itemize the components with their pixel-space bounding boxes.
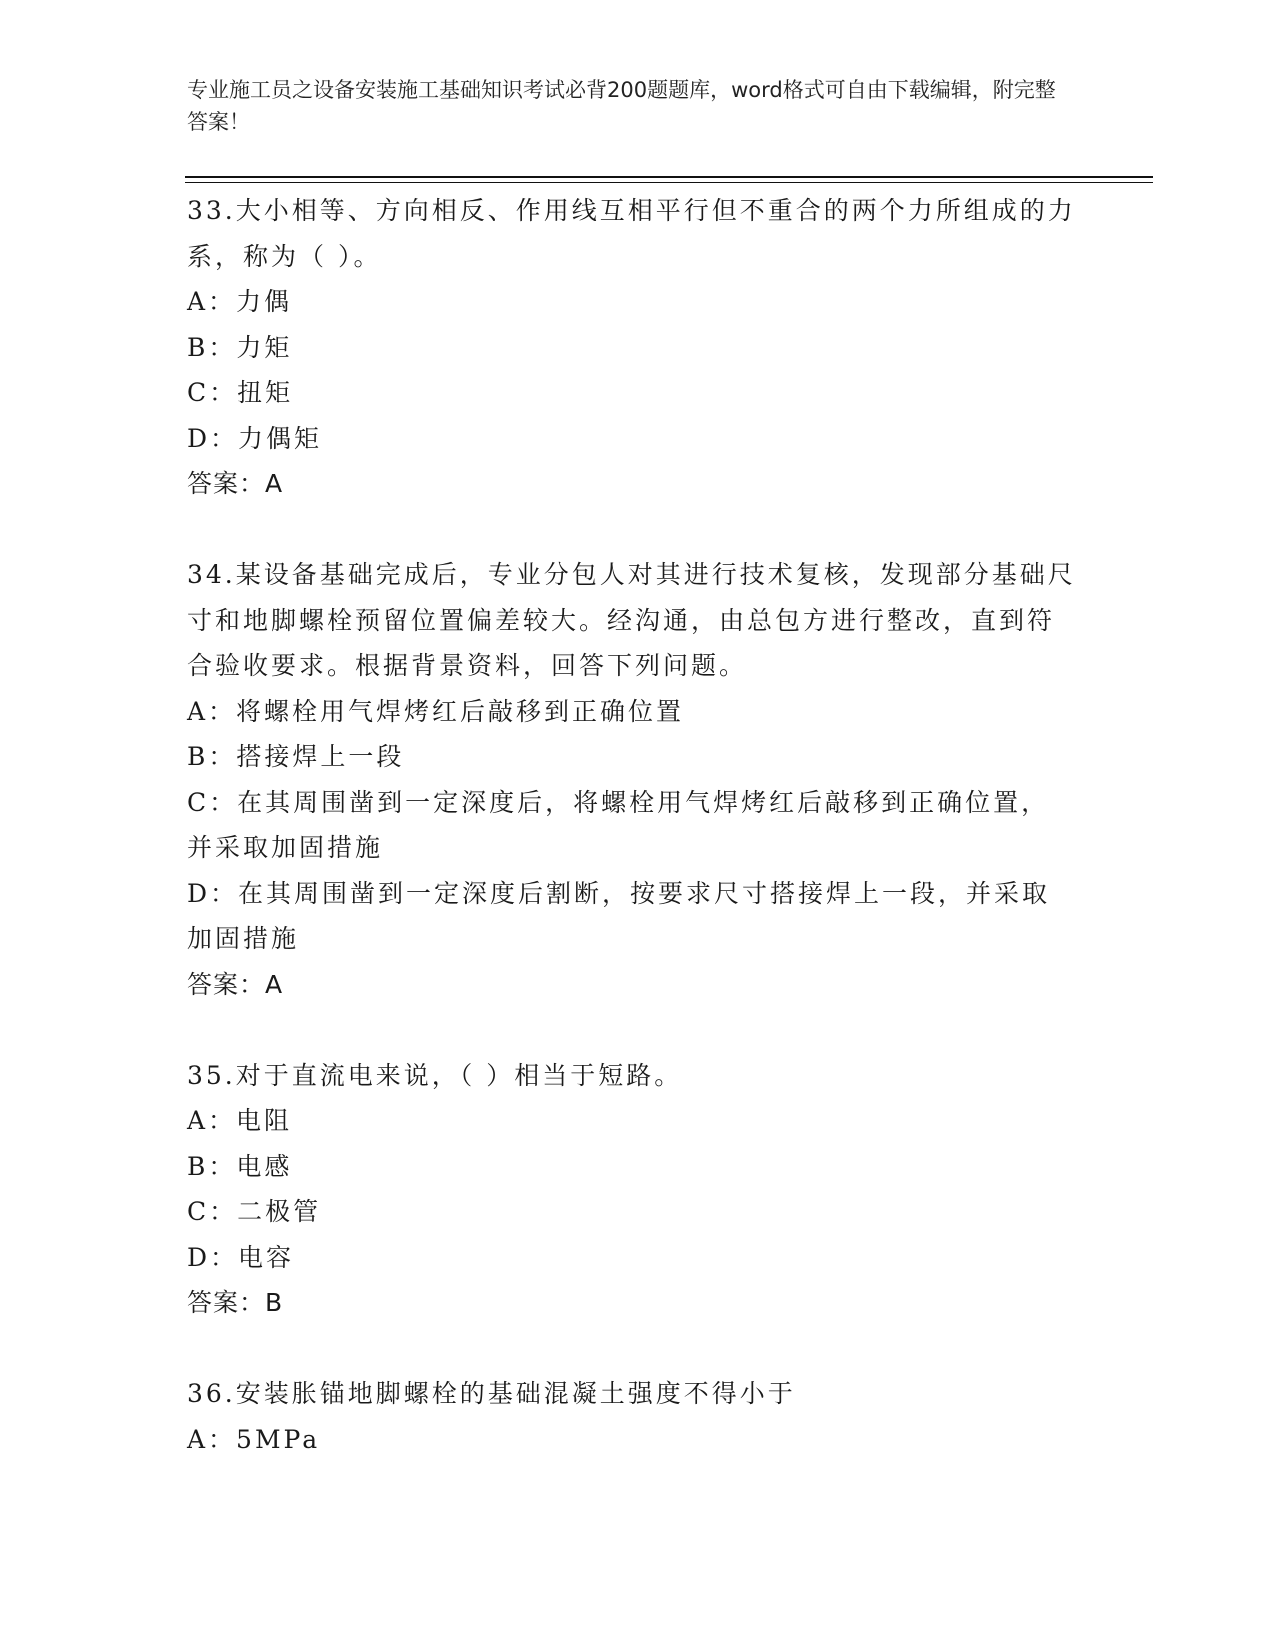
option-d: D：电容 — [187, 1242, 295, 1272]
option-c: C：二极管 — [187, 1197, 322, 1226]
option-b: B：力矩 — [187, 332, 293, 362]
document-header: 专业施工员之设备安装施工基础知识考试必背200题题库，word格式可自由下载编辑，附完整答案！ — [187, 78, 1056, 134]
answer-label: 答案：B — [187, 1288, 284, 1317]
option-d: D：在其周围凿到一定深度后割断，按要求尺寸搭接焊上一段，并采取加固措施 — [187, 878, 1051, 953]
option-c: C：扭矩 — [187, 378, 294, 407]
option-a: A：将螺栓用气焊烤红后敲移到正确位置 — [187, 696, 685, 726]
option-b: B：电感 — [187, 1151, 293, 1181]
question-34 — [187, 552, 1077, 1007]
question-list — [187, 188, 1077, 1508]
question-stem: 34.某设备基础完成后，专业分包人对其进行技术复核，发现部分基础尺寸和地脚螺栓预留位置偏差较大。经沟通，由总包方进行整改，直到符合验收要求。根据背景资料，回答下列问题。 — [187, 560, 1076, 680]
question-35 — [187, 1053, 1077, 1326]
option-b: B：搭接焊上一段 — [187, 742, 405, 771]
option-c: C：在其周围凿到一定深度后，将螺栓用气焊烤红后敲移到正确位置，并采取加固措施 — [187, 787, 1050, 862]
answer-label: 答案：A — [187, 469, 284, 498]
question-stem: 35.对于直流电来说，（ ）相当于短路。 — [187, 1060, 683, 1090]
header-rule-thick — [185, 176, 1153, 178]
question-36 — [187, 1371, 1077, 1462]
option-a: A：力偶 — [187, 287, 293, 316]
option-a: A：电阻 — [187, 1106, 293, 1135]
option-d: D：力偶矩 — [187, 423, 323, 453]
question-stem: 36.安装胀锚地脚螺栓的基础混凝土强度不得小于 — [187, 1379, 796, 1408]
question-stem: 33.大小相等、方向相反、作用线互相平行但不重合的两个力所组成的力系，称为（ ）。 — [187, 196, 1076, 271]
question-33 — [187, 188, 1077, 507]
answer-label: 答案：A — [187, 969, 284, 999]
option-a: A：5MPa — [187, 1424, 321, 1454]
header-rule-thin — [185, 182, 1153, 183]
